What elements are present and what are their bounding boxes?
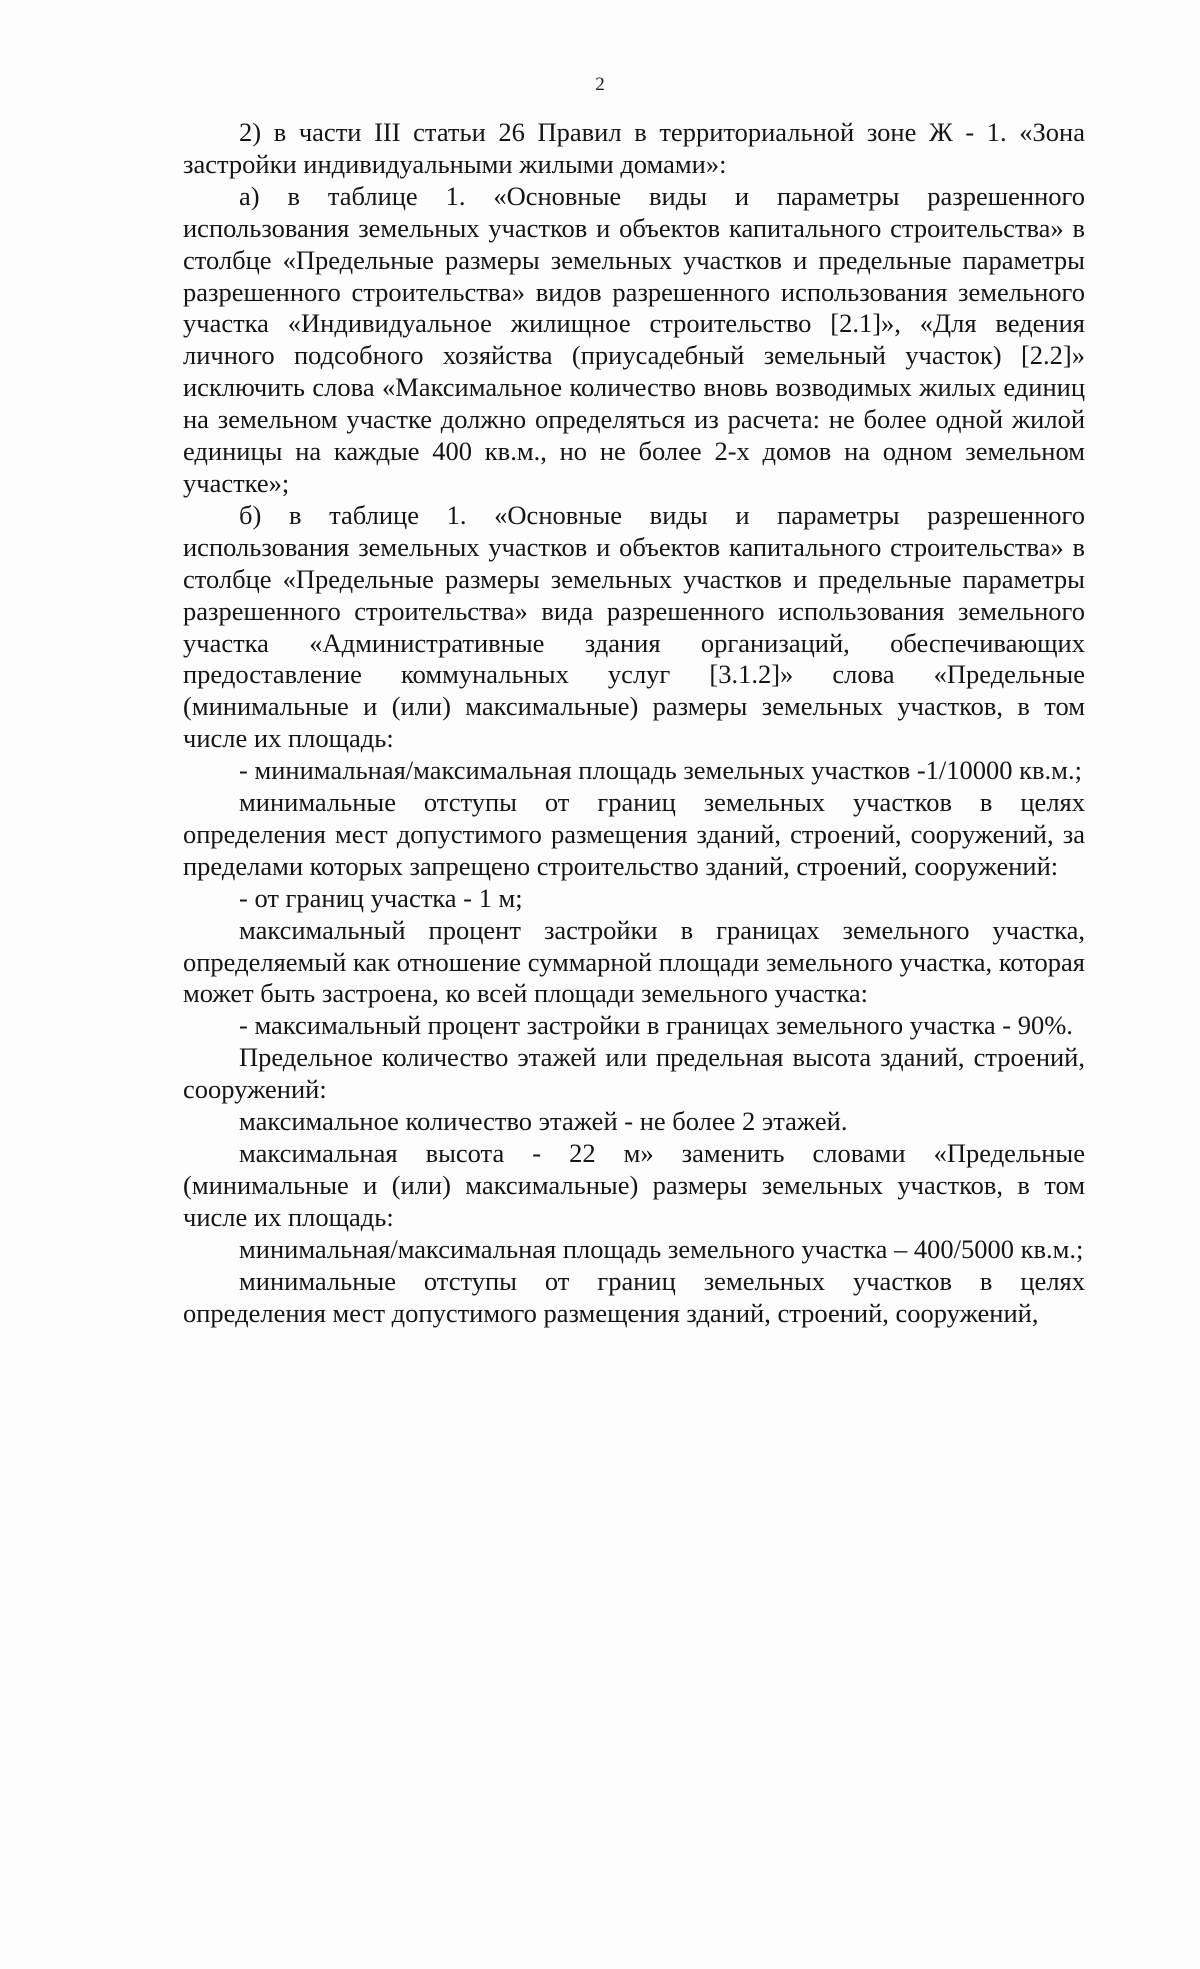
paragraph: максимальная высота - 22 м» заменить словами «Предельные (минимальные и (или) максимальные) размеры земельных участков, в том числе их площадь: <box>183 1138 1085 1232</box>
paragraph: а) в таблице 1. «Основные виды и параметры разрешенного использования земельных участков и объектов капитального строительства» в столбце «Предельные размеры земельных участков и предельные параметры разрешенного строительства» видов разрешенного использования земельного участка «Индивидуальное жилищное строительство [2.1]», «Для ведения личного подсобного хозяйства (приусадебный земельный участок) [2.2]» исключить слова «Максимальное количество вновь возводимых жилых единиц на земельном участке должно определяться из расчета: не более одной жилой единицы на каждые 400 кв.м., но не более 2-х домов на одном земельном участке»; <box>183 180 1085 498</box>
paragraph: минимальные отступы от границ земельных участков в целях определения мест допустимого размещения зданий, строений, сооружений, за пределами которых запрещено строительство зданий, строений, сооружений: <box>183 787 1085 881</box>
paragraph: максимальный процент застройки в границах земельного участка, определяемый как отношение суммарной площади земельного участка, которая может быть застроена, ко всей площади земельного участка: <box>183 914 1085 1009</box>
paragraph: 2) в части III статьи 26 Правил в территориальной зоне Ж - 1. «Зона застройки индивидуальными жилыми домами»: <box>183 117 1085 179</box>
paragraph: минимальные отступы от границ земельных участков в целях определения мест допустимого размещения зданий, строений, сооружений, <box>183 1265 1085 1328</box>
document-body <box>183 117 1085 1329</box>
paragraph: - максимальный процент застройки в границах земельного участка - 90%. <box>239 1010 1073 1041</box>
paragraph: - от границ участка - 1 м; <box>239 882 523 913</box>
paragraph: - минимальная/максимальная площадь земельных участков -1/10000 кв.м.; <box>239 755 1082 786</box>
paragraph: Предельное количество этажей или предельная высота зданий, строений, сооружений: <box>183 1042 1085 1105</box>
paragraph: минимальная/максимальная площадь земельного участка – 400/5000 кв.м.; <box>239 1233 1084 1264</box>
paragraph: б) в таблице 1. «Основные виды и параметры разрешенного использования земельных участков и объектов капитального строительства» в столбце «Предельные размеры земельных участков и предельные параметры разрешенного строительства» вида разрешенного использования земельного участка «Административные здания организаций, обеспечивающих предоставление коммунальных услуг [3.1.2]» слова «Предельные (минимальные и (или) максимальные) размеры земельных участков, в том числе их площадь: <box>183 499 1085 754</box>
paragraph: максимальное количество этажей - не более 2 этажей. <box>239 1106 848 1137</box>
page-number: 2 <box>595 74 605 95</box>
